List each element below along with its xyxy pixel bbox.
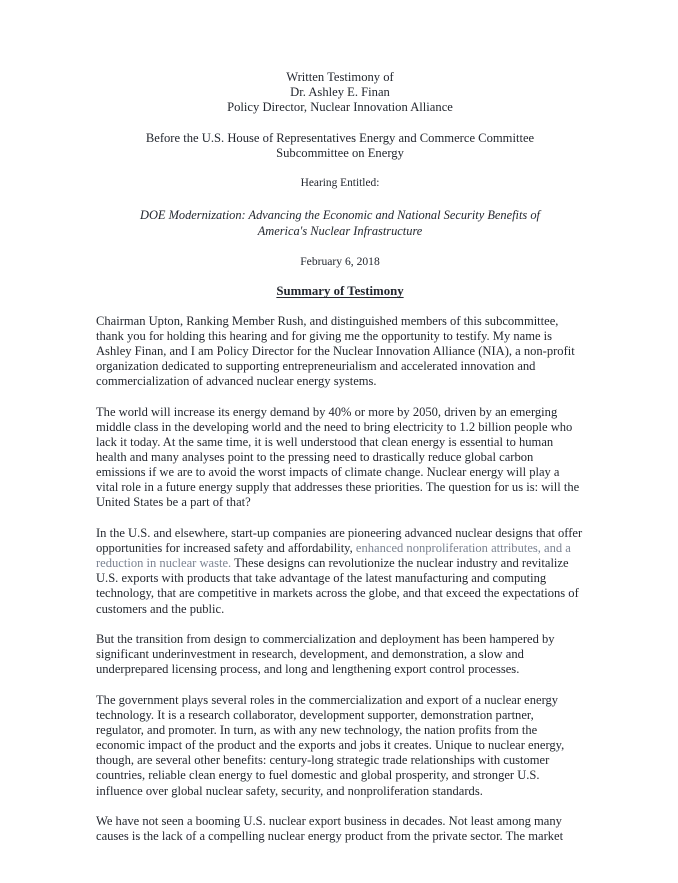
hearing-date: February 6, 2018 bbox=[300, 254, 380, 268]
paragraph-3-segment-b: These designs can revolutionize the nuclear industry and revitalize U.S. exports with products that take advantage of the latest manufacturing and computing technology, that are competitive in markets across the globe, and that exceed the expectations of customers and the public. bbox=[96, 556, 579, 616]
header-line-author: Dr. Ashley E. Finan bbox=[290, 85, 390, 100]
paragraph-3-segment-a: In the U.S. and elsewhere, start-up companies are pioneering advanced nuclear designs that offer opportunities for increased safety and affordability, bbox=[96, 525, 583, 555]
header-spacer-4 bbox=[96, 239, 584, 254]
page-content bbox=[96, 0, 584, 844]
document-header bbox=[96, 0, 584, 300]
body-paragraph-6: We have not seen a booming U.S. nuclear export business in decades. Not least among many causes is the lack of a compelling nuclear energy product from the private sector. The market bbox=[96, 813, 564, 844]
document-body bbox=[96, 314, 584, 845]
body-paragraph-4: But the transition from design to commercialization and deployment has been hampered by significant underinvestment in research, development, and demonstration, a slow and underprepared licensing process, and long and lengthening export control processes. bbox=[96, 631, 555, 677]
paragraph-3-faded-segment: enhanced nonproliferation attributes, and a reduction in nuclear waste. bbox=[96, 540, 571, 571]
header-spacer-5 bbox=[96, 269, 584, 284]
header-spacer-3 bbox=[96, 192, 584, 207]
committee-line-1: Before the U.S. House of Representatives Energy and Commerce Committee bbox=[145, 130, 535, 145]
header-line-role: Policy Director, Nuclear Innovation Alliance bbox=[227, 100, 453, 115]
header-spacer-1 bbox=[96, 116, 584, 131]
section-heading-summary: Summary of Testimony bbox=[276, 284, 404, 299]
body-paragraph-1: Chairman Upton, Ranking Member Rush, and distinguished members of this subcommittee, thank you for holding this hearing and for giving me the opportunity to testify. My name is Ashley Finan, and I am Policy Director for the Nuclear Innovation Alliance (NIA), a non-profit organization dedicated to supporting entrepreneurialism and accelerated innovation and commercialization of advanced nuclear energy systems. bbox=[96, 313, 575, 389]
header-line-title: Written Testimony of bbox=[286, 70, 394, 84]
committee-line-2: Subcommittee on Energy bbox=[276, 146, 404, 160]
hearing-entitled-label: Hearing Entitled: bbox=[300, 177, 380, 190]
header-spacer-2 bbox=[96, 161, 584, 176]
body-paragraph-2: The world will increase its energy demand by 40% or more by 2050, driven by an emerging middle class in the developing world and the need to bring electricity to 1.2 billion people who lack it today. At the same time, it is well understood that clean energy is essential to human health and many analyses point to the pressing need to drastically reduce global carbon emissions if we are to avoid the worst impacts of climate change. Nuclear energy will play a vital role in a future energy supply that addresses these priorities. The question for us is: will the United States be a part of that? bbox=[96, 404, 580, 510]
hearing-title: DOE Modernization: Advancing the Economic and National Security Benefits of America's Nuclear Infrastructure bbox=[140, 207, 540, 238]
body-paragraph-5: The government plays several roles in the commercialization and export of a nuclear energy technology. It is a research collaborator, development supporter, demonstration partner, regulator, and promoter. In turn, as with any new technology, the nation profits from the economic impact of the product and the exports and jobs it creates. Unique to nuclear energy, though, are several other benefits: century-long strategic trade relationships with customer countries, reliable clean energy to fuel domestic and global prosperity, and stronger U.S. influence over global nuclear safety, security, and nonproliferation standards. bbox=[96, 692, 565, 798]
body-paragraph-3 bbox=[96, 526, 584, 617]
